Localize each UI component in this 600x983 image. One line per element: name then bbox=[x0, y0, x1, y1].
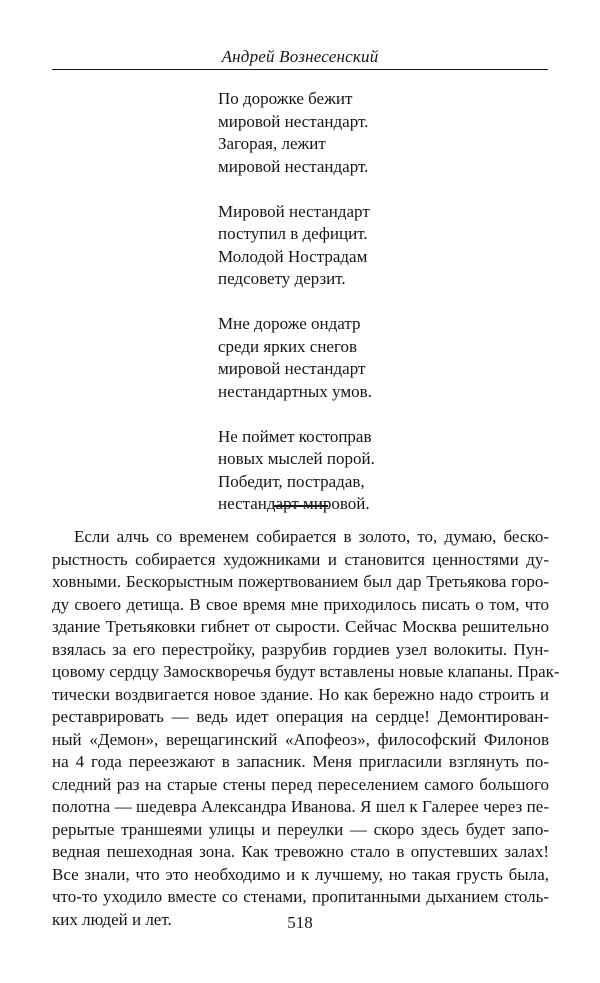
stanza bbox=[218, 88, 375, 178]
prose-line: тически воздвигается новое здание. Но как бережно надо строить и bbox=[52, 684, 549, 704]
prose-line: на 4 года переезжают в запасник. Меня пригласили взглянуть по- bbox=[52, 752, 549, 771]
header-rule bbox=[52, 69, 548, 70]
verse-line: мировой нестандарт. bbox=[218, 156, 369, 176]
prose-line: что-то уходило вместе со стенами, пропитанными дыханием столь- bbox=[52, 887, 549, 906]
prose-line: следний раз на старые стены перед переселением самого большого bbox=[52, 774, 549, 794]
verse-line: Молодой Нострадам bbox=[218, 246, 368, 266]
verse-line: нестандарт мировой. bbox=[218, 494, 370, 513]
verse-line: новых мыслей порой. bbox=[218, 449, 375, 468]
verse-line: нестандартных умов. bbox=[218, 381, 372, 401]
prose-line: реставрировать — ведь идет операция на сердце! Демонтирован- bbox=[52, 707, 549, 726]
verse-line: Мировой нестандарт bbox=[218, 201, 370, 221]
verse-line: среди ярких снегов bbox=[218, 336, 358, 356]
verse-line: Загорая, лежит bbox=[218, 134, 326, 153]
prose-line: здание Третьяковки гибнет от сырости. Сейчас Москва решительно bbox=[52, 617, 549, 636]
prose-line: Если алчь со временем собирается в золото, то, думаю, беско- bbox=[74, 527, 549, 546]
verse-line: Мне дороже ондатр bbox=[218, 314, 361, 333]
prose-line: рыстность собирается художниками и становится ценностями ду- bbox=[52, 549, 549, 569]
prose-line: цовому сердцу Замоскворечья будут вставлены новые клапаны. Прак- bbox=[52, 662, 560, 681]
verse-line: Победит, пострадав, bbox=[218, 471, 365, 491]
verse-line: мировой нестандарт bbox=[218, 359, 366, 378]
prose-line: ведная пешеходная зона. Как тревожно стало в опустевших залах! bbox=[52, 842, 549, 861]
running-head: Андрей Вознесенский bbox=[221, 47, 379, 66]
verse-line: Не поймет костоправ bbox=[218, 426, 372, 446]
prose-line: полотна — шедевра Александра Иванова. Я шел к Галерее через пе- bbox=[52, 797, 549, 816]
prose-line: ду своего детища. В свое время мне приходилось писать о том, что bbox=[52, 594, 549, 614]
stanza bbox=[218, 201, 375, 291]
prose-paragraph bbox=[52, 526, 560, 931]
poem bbox=[218, 88, 375, 516]
prose-line: рерытые траншеями улицы и переулки — скоро здесь будет запо- bbox=[52, 819, 549, 839]
page-number: 518 bbox=[287, 913, 313, 932]
prose-line: взялась за его перестройку, разрубив гордиев узел волокиты. Пун- bbox=[52, 639, 549, 659]
prose-line: Все знали, что это необходимо и к лучшему, но такая грусть была, bbox=[52, 864, 549, 884]
prose-line: ный «Демон», верещагинский «Апофеоз», философский Филонов bbox=[52, 729, 549, 749]
stanza bbox=[218, 426, 375, 516]
prose-line: ховными. Бескорыстным пожертвованием был дар Третьякова горо- bbox=[52, 572, 549, 591]
prose-line: ких людей и лет. bbox=[52, 909, 172, 929]
section-divider bbox=[274, 505, 328, 507]
verse-line: мировой нестандарт. bbox=[218, 111, 369, 131]
verse-line: По дорожке бежит bbox=[218, 89, 353, 108]
stanza bbox=[218, 313, 375, 403]
verse-line: поступил в дефицит. bbox=[218, 224, 368, 243]
verse-line: педсовету дерзит. bbox=[218, 269, 346, 288]
